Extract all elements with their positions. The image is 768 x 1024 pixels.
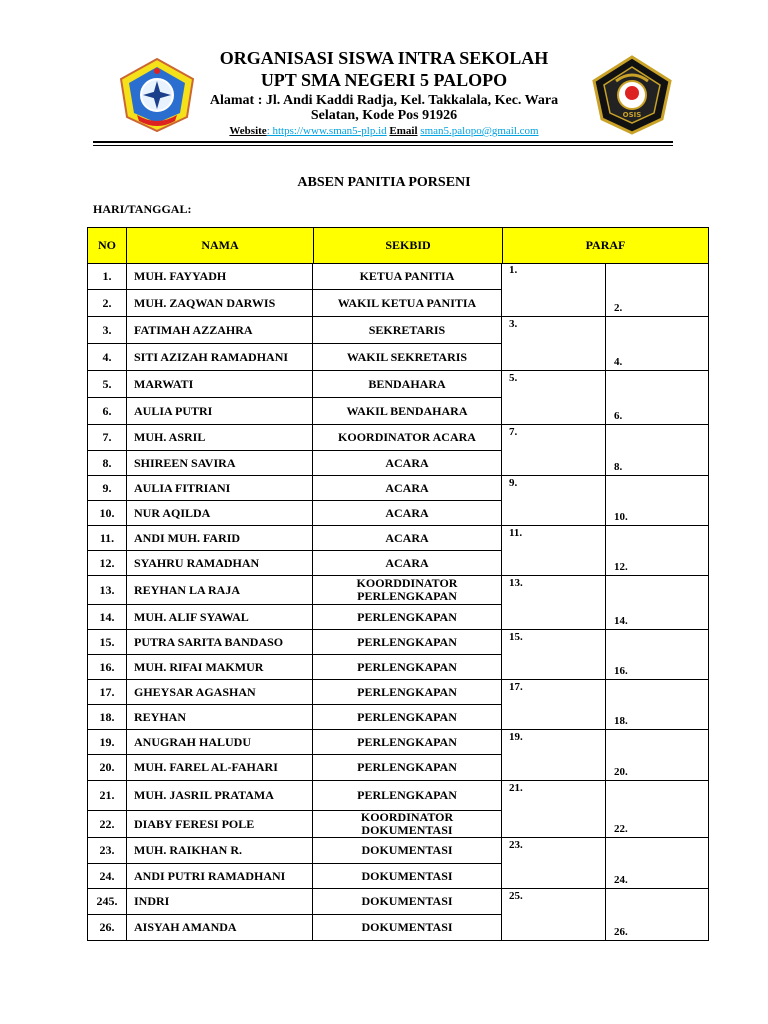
signature-number: 13. xyxy=(509,577,523,589)
cell-no: 18. xyxy=(87,705,127,730)
signature-box[interactable] xyxy=(502,263,606,317)
signature-box[interactable] xyxy=(502,838,606,889)
cell-no: 6. xyxy=(87,398,127,425)
signature-number: 21. xyxy=(509,782,523,794)
cell-no: 11. xyxy=(87,526,127,551)
signature-box[interactable] xyxy=(606,630,709,680)
cell-sekbid: DOKUMENTASI xyxy=(313,864,502,889)
cell-no: 7. xyxy=(87,425,127,451)
signature-number: 25. xyxy=(509,890,523,902)
cell-nama: DIABY FERESI POLE xyxy=(127,811,313,838)
cell-no: 15. xyxy=(87,630,127,655)
cell-sekbid: KOORDDINATOR PERLENGKAPAN xyxy=(313,576,502,605)
cell-sekbid: WAKIL SEKRETARIS xyxy=(313,344,502,371)
signature-box[interactable] xyxy=(606,576,709,630)
cell-nama: MUH. RIFAI MAKMUR xyxy=(127,655,313,680)
osis-logo-text: OSIS xyxy=(622,111,642,119)
cell-nama: AISYAH AMANDA xyxy=(127,915,313,941)
cell-sekbid: ACARA xyxy=(313,476,502,501)
cell-sekbid: PERLENGKAPAN xyxy=(313,705,502,730)
signature-number: 18. xyxy=(614,715,628,727)
signature-box[interactable] xyxy=(606,263,709,317)
header-rule-thick xyxy=(93,141,673,143)
contact-line xyxy=(200,125,568,137)
cell-no: 10. xyxy=(87,501,127,526)
cell-no: 22. xyxy=(87,811,127,838)
cell-no: 3. xyxy=(87,317,127,344)
document-title: ABSEN PANITIA PORSENI xyxy=(297,175,471,190)
cell-nama: MUH. RAIKHAN R. xyxy=(127,838,313,864)
address-line-1: Alamat : Jl. Andi Kaddi Radja, Kel. Takkalala, Kec. Wara xyxy=(209,93,559,108)
school-title: UPT SMA NEGERI 5 PALOPO xyxy=(260,70,508,90)
signature-box[interactable] xyxy=(606,425,709,476)
header-paraf: PARAF xyxy=(502,227,709,264)
signature-number: 14. xyxy=(614,615,628,627)
signature-number: 9. xyxy=(509,477,518,489)
osis-emblem-icon xyxy=(590,55,674,135)
header-nama: NAMA xyxy=(126,227,314,264)
cell-no: 17. xyxy=(87,680,127,705)
cell-sekbid: ACARA xyxy=(313,526,502,551)
signature-box[interactable] xyxy=(606,680,709,730)
signature-number: 6. xyxy=(614,410,623,422)
cell-sekbid: PERLENGKAPAN xyxy=(313,781,502,811)
cell-nama: SYAHRU RAMADHAN xyxy=(127,551,313,576)
org-title: ORGANISASI SISWA INTRA SEKOLAH xyxy=(219,48,549,68)
cell-no: 24. xyxy=(87,864,127,889)
cell-nama: MUH. ALIF SYAWAL xyxy=(127,605,313,630)
header-rule-thin xyxy=(93,145,673,146)
cell-sekbid: PERLENGKAPAN xyxy=(313,630,502,655)
cell-nama: AULIA FITRIANI xyxy=(127,476,313,501)
cell-sekbid: PERLENGKAPAN xyxy=(313,755,502,781)
cell-sekbid: KETUA PANITIA xyxy=(313,263,502,290)
cell-sekbid: DOKUMENTASI xyxy=(313,838,502,864)
signature-box[interactable] xyxy=(502,476,606,526)
cell-sekbid: BENDAHARA xyxy=(313,371,502,398)
cell-sekbid: PERLENGKAPAN xyxy=(313,730,502,755)
date-label: HARI/TANGGAL: xyxy=(93,202,192,216)
signature-box[interactable] xyxy=(606,371,709,425)
header-no: NO xyxy=(87,227,127,264)
cell-nama: MUH. JASRIL PRATAMA xyxy=(127,781,313,811)
signature-number: 23. xyxy=(509,839,523,851)
cell-no: 20. xyxy=(87,755,127,781)
cell-nama: FATIMAH AZZAHRA xyxy=(127,317,313,344)
header-sekbid: SEKBID xyxy=(313,227,503,264)
address-line-2: Selatan, Kode Pos 91926 xyxy=(310,108,458,123)
cell-no: 8. xyxy=(87,451,127,476)
cell-sekbid: KOORDINATOR ACARA xyxy=(313,425,502,451)
signature-box[interactable] xyxy=(502,680,606,730)
cell-nama: AULIA PUTRI xyxy=(127,398,313,425)
website-link[interactable]: : https://www.sman5-plp.id xyxy=(266,125,387,137)
cell-nama: NUR AQILDA xyxy=(127,501,313,526)
cell-sekbid: WAKIL KETUA PANITIA xyxy=(313,290,502,317)
signature-box[interactable] xyxy=(502,889,606,941)
signature-box[interactable] xyxy=(606,730,709,781)
signature-box[interactable] xyxy=(502,630,606,680)
email-label: Email xyxy=(389,125,418,137)
signature-number: 20. xyxy=(614,766,628,778)
cell-no: 245. xyxy=(87,889,127,915)
signature-number: 4. xyxy=(614,356,623,368)
cell-nama: MUH. FAYYADH xyxy=(127,263,313,290)
cell-no: 5. xyxy=(87,371,127,398)
signature-box[interactable] xyxy=(606,781,709,838)
cell-nama: MUH. ASRIL xyxy=(127,425,313,451)
signature-number: 15. xyxy=(509,631,523,643)
cell-nama: ANDI PUTRI RAMADHANI xyxy=(127,864,313,889)
cell-no: 9. xyxy=(87,476,127,501)
cell-nama: ANUGRAH HALUDU xyxy=(127,730,313,755)
signature-box[interactable] xyxy=(606,476,709,526)
signature-box[interactable] xyxy=(606,526,709,576)
cell-no: 13. xyxy=(87,576,127,605)
cell-no: 12. xyxy=(87,551,127,576)
signature-number: 26. xyxy=(614,926,628,938)
website-label: Website xyxy=(229,125,267,137)
cell-sekbid: ACARA xyxy=(313,451,502,476)
cell-nama: SHIREEN SAVIRA xyxy=(127,451,313,476)
signature-box[interactable] xyxy=(502,425,606,476)
cell-sekbid: PERLENGKAPAN xyxy=(313,605,502,630)
cell-no: 14. xyxy=(87,605,127,630)
cell-no: 1. xyxy=(87,263,127,290)
signature-box[interactable] xyxy=(502,576,606,630)
cell-no: 4. xyxy=(87,344,127,371)
cell-no: 2. xyxy=(87,290,127,317)
cell-nama: MUH. ZAQWAN DARWIS xyxy=(127,290,313,317)
signature-box[interactable] xyxy=(502,730,606,781)
cell-nama: MUH. FAREL AL-FAHARI xyxy=(127,755,313,781)
cell-nama: GHEYSAR AGASHAN xyxy=(127,680,313,705)
signature-box[interactable] xyxy=(502,371,606,425)
cell-sekbid: PERLENGKAPAN xyxy=(313,680,502,705)
signature-number: 8. xyxy=(614,461,623,473)
signature-box[interactable] xyxy=(502,317,606,371)
signature-number: 22. xyxy=(614,823,628,835)
cell-nama: INDRI xyxy=(127,889,313,915)
signature-box[interactable] xyxy=(606,838,709,889)
signature-box[interactable] xyxy=(606,317,709,371)
cell-sekbid: PERLENGKAPAN xyxy=(313,655,502,680)
cell-sekbid: WAKIL BENDAHARA xyxy=(313,398,502,425)
signature-number: 16. xyxy=(614,665,628,677)
cell-no: 23. xyxy=(87,838,127,864)
signature-number: 11. xyxy=(509,527,523,539)
signature-number: 7. xyxy=(509,426,518,438)
cell-sekbid: ACARA xyxy=(313,501,502,526)
signature-number: 12. xyxy=(614,561,628,573)
signature-number: 1. xyxy=(509,264,518,276)
signature-number: 17. xyxy=(509,681,523,693)
signature-box[interactable] xyxy=(606,889,709,941)
cell-nama: PUTRA SARITA BANDASO xyxy=(127,630,313,655)
cell-sekbid: DOKUMENTASI xyxy=(313,915,502,941)
cell-no: 26. xyxy=(87,915,127,941)
cell-sekbid: SEKRETARIS xyxy=(313,317,502,344)
attendance-table xyxy=(87,227,709,941)
cell-no: 16. xyxy=(87,655,127,680)
signature-box[interactable] xyxy=(502,526,606,576)
cell-sekbid: ACARA xyxy=(313,551,502,576)
signature-number: 2. xyxy=(614,302,623,314)
signature-number: 19. xyxy=(509,731,523,743)
cell-nama: ANDI MUH. FARID xyxy=(127,526,313,551)
cell-nama: MARWATI xyxy=(127,371,313,398)
cell-no: 19. xyxy=(87,730,127,755)
signature-box[interactable] xyxy=(502,781,606,838)
signature-number: 5. xyxy=(509,372,518,384)
cell-no: 21. xyxy=(87,781,127,811)
email-link[interactable]: sman5.palopo@gmail.com xyxy=(420,125,539,137)
signature-number: 10. xyxy=(614,511,628,523)
signature-number: 24. xyxy=(614,874,628,886)
cell-sekbid: KOORDINATOR DOKUMENTASI xyxy=(313,811,502,838)
signature-number: 3. xyxy=(509,318,518,330)
cell-nama: REYHAN xyxy=(127,705,313,730)
school-crest-icon xyxy=(117,57,197,133)
cell-sekbid: DOKUMENTASI xyxy=(313,889,502,915)
cell-nama: REYHAN LA RAJA xyxy=(127,576,313,605)
cell-nama: SITI AZIZAH RAMADHANI xyxy=(127,344,313,371)
